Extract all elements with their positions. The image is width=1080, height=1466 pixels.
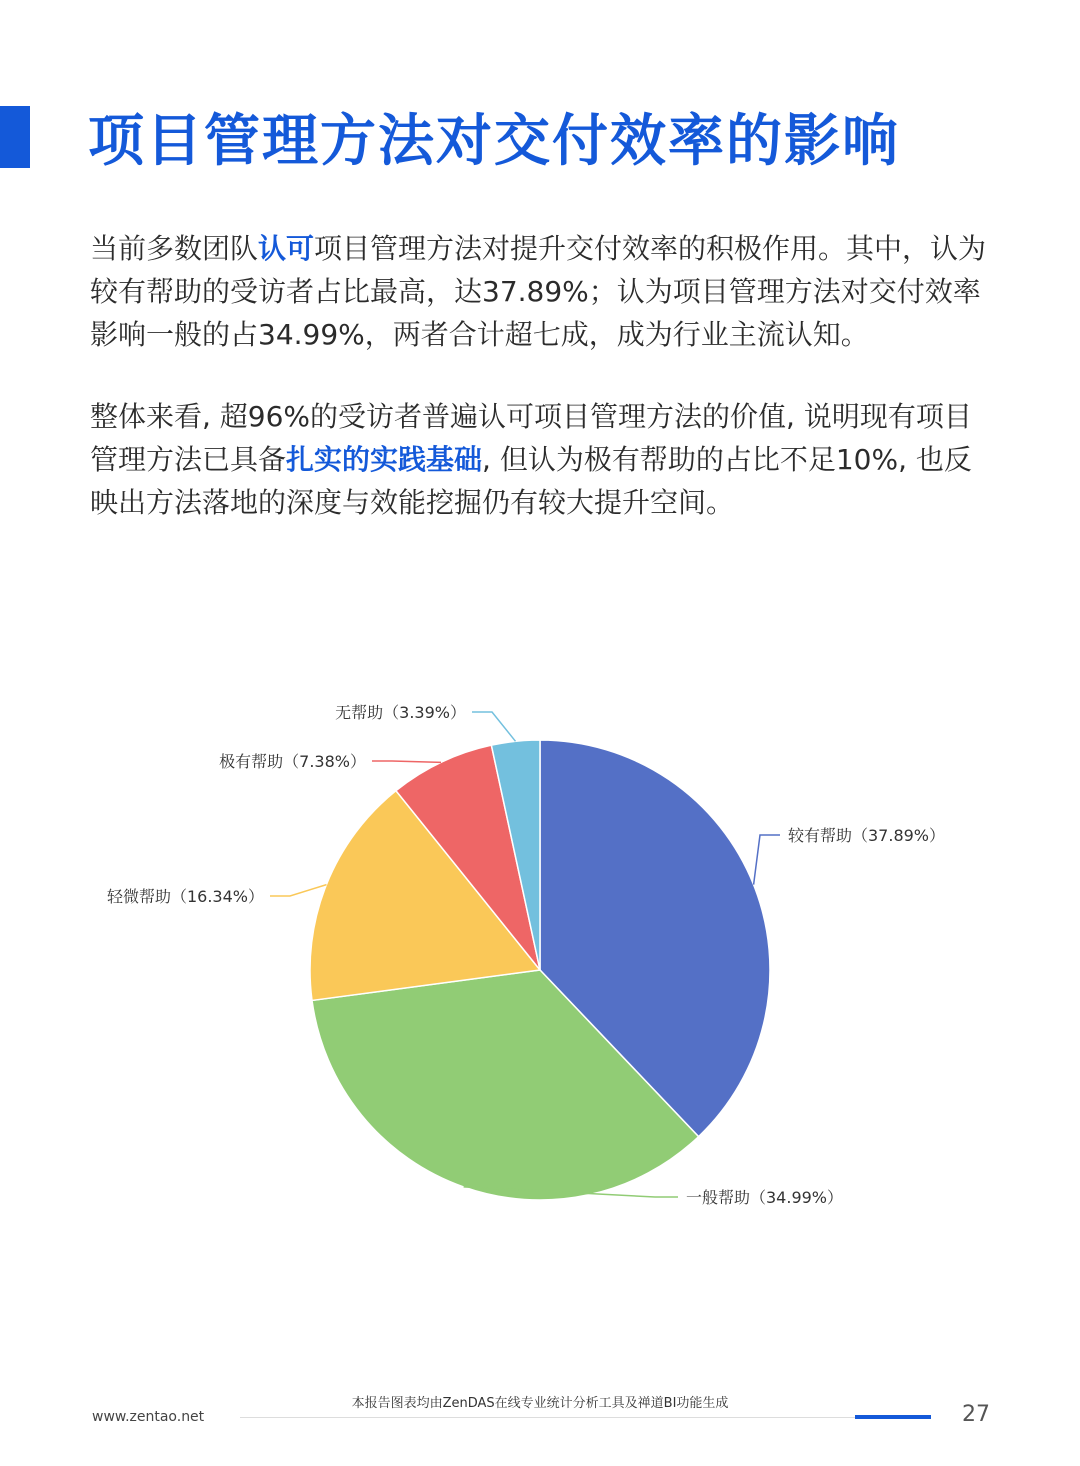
footer-accent-line bbox=[855, 1415, 931, 1419]
slice-extremely-helpful-leader-line bbox=[372, 761, 441, 762]
footer-note: 本报告图表均由ZenDAS在线专业统计分析工具及禅道BI功能生成 bbox=[351, 1396, 729, 1411]
slice-not-helpful-label: 无帮助（3.39%） bbox=[335, 703, 466, 722]
page-title: 项目管理方法对交付效率的影响 bbox=[88, 109, 900, 174]
paragraph-1 bbox=[90, 227, 995, 356]
paragraph-1-highlight: 认可 bbox=[258, 232, 315, 265]
paragraph-2 bbox=[90, 395, 995, 524]
footer-divider bbox=[240, 1417, 930, 1418]
page-number: 27 bbox=[962, 1402, 990, 1427]
title-accent-bar bbox=[0, 106, 30, 168]
footer-url: www.zentao.net bbox=[92, 1409, 205, 1425]
paragraph-2-highlight: 扎实的实践基础 bbox=[286, 443, 483, 476]
slice-extremely-helpful-label: 极有帮助（7.38%） bbox=[219, 752, 366, 771]
slice-moderately-helpful-label: 较有帮助（37.89%） bbox=[788, 826, 946, 845]
slice-not-helpful-leader-line bbox=[472, 712, 516, 741]
paragraph-2-text-start: 整体来看, 超96%的受访者普遍认可项目管理方法的价值, 说明现有项目管理方法已具备 bbox=[90, 400, 972, 476]
pie-chart bbox=[0, 600, 1080, 1260]
paragraph-1-text-start: 当前多数团队 bbox=[90, 232, 259, 265]
paragraph-2-text-end: , 但认为极有帮助的占比不足10%, 也反映出方法落地的深度与效能挖掘仍有较大提升空间。 bbox=[90, 443, 972, 519]
paragraph-1-text-end: 项目管理方法对提升交付效率的积极作用。其中，认为较有帮助的受访者占比最高，达37.89%；认为项目管理方法对交付效率影响一般的占34.99%，两者合计超七成，成为行业主流认知。 bbox=[90, 232, 987, 351]
slice-slightly-helpful-leader-line bbox=[270, 885, 327, 896]
slice-average-helpful-label: 一般帮助（34.99%） bbox=[686, 1188, 844, 1207]
slice-moderately-helpful-leader-line bbox=[754, 835, 780, 885]
slice-slightly-helpful-label: 轻微帮助（16.34%） bbox=[106, 887, 264, 906]
